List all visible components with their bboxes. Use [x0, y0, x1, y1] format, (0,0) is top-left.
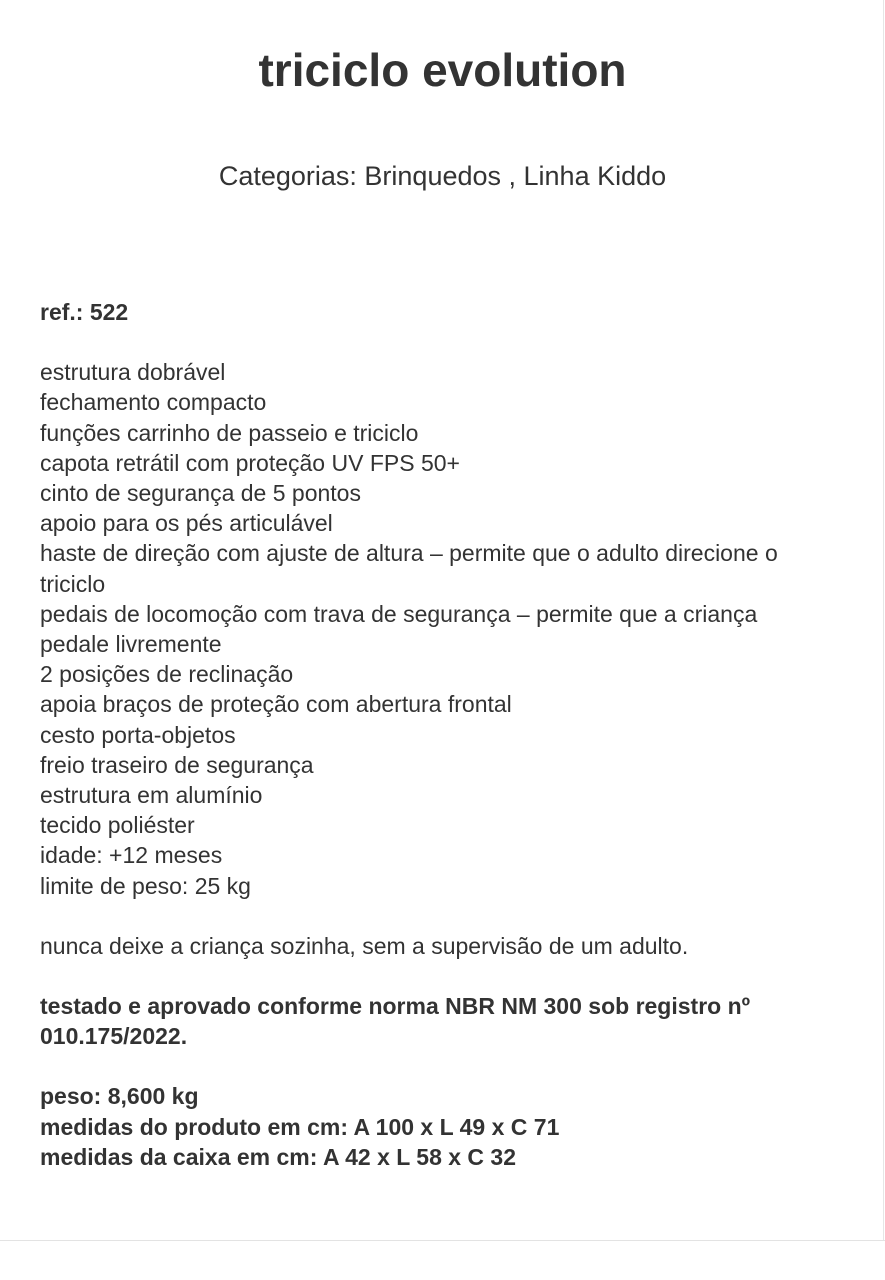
product-description: [40, 297, 830, 1172]
feature-item: funções carrinho de passeio e triciclo: [40, 419, 419, 446]
spec-product-dimensions: medidas do produto em cm: A 100 x L 49 x C 71: [40, 1113, 560, 1140]
feature-list: [40, 357, 830, 901]
feature-item: haste de direção com ajuste de altura – permite que o adulto direcione o triciclo: [40, 540, 778, 597]
certification-note: testado e aprovado conforme norma NBR NM 300 sob registro nº 010.175/2022.: [40, 993, 751, 1050]
feature-item: cesto porta-objetos: [40, 721, 236, 748]
product-categories: Categorias: Brinquedos , Linha Kiddo: [218, 161, 667, 191]
product-title: triciclo evolution: [258, 44, 627, 96]
spec-box-dimensions: medidas da caixa em cm: A 42 x L 58 x C 32: [40, 1143, 517, 1170]
feature-item: pedais de locomoção com trava de segurança – permite que a criança pedale livremente: [40, 600, 758, 658]
feature-item: estrutura em alumínio: [40, 782, 263, 809]
feature-item: freio traseiro de segurança: [40, 751, 314, 778]
feature-item: idade: +12 meses: [40, 842, 223, 869]
feature-item: apoio para os pés articulável: [40, 510, 333, 537]
feature-item: capota retrátil com proteção UV FPS 50+: [40, 449, 460, 476]
feature-item: 2 posições de reclinação: [40, 661, 294, 688]
product-specs: [40, 1081, 830, 1172]
feature-item: estrutura dobrável: [40, 359, 226, 386]
feature-item: tecido poliéster: [40, 812, 195, 839]
feature-item: cinto de segurança de 5 pontos: [40, 480, 361, 507]
feature-item: limite de peso: 25 kg: [40, 872, 251, 899]
feature-item: fechamento compacto: [40, 389, 267, 416]
spec-weight: peso: 8,600 kg: [40, 1083, 199, 1110]
safety-warning: nunca deixe a criança sozinha, sem a supervisão de um adulto.: [40, 932, 689, 959]
feature-item: apoia braços de proteção com abertura frontal: [40, 691, 512, 718]
product-reference: ref.: 522: [40, 299, 129, 325]
bottom-divider: [0, 1240, 885, 1241]
